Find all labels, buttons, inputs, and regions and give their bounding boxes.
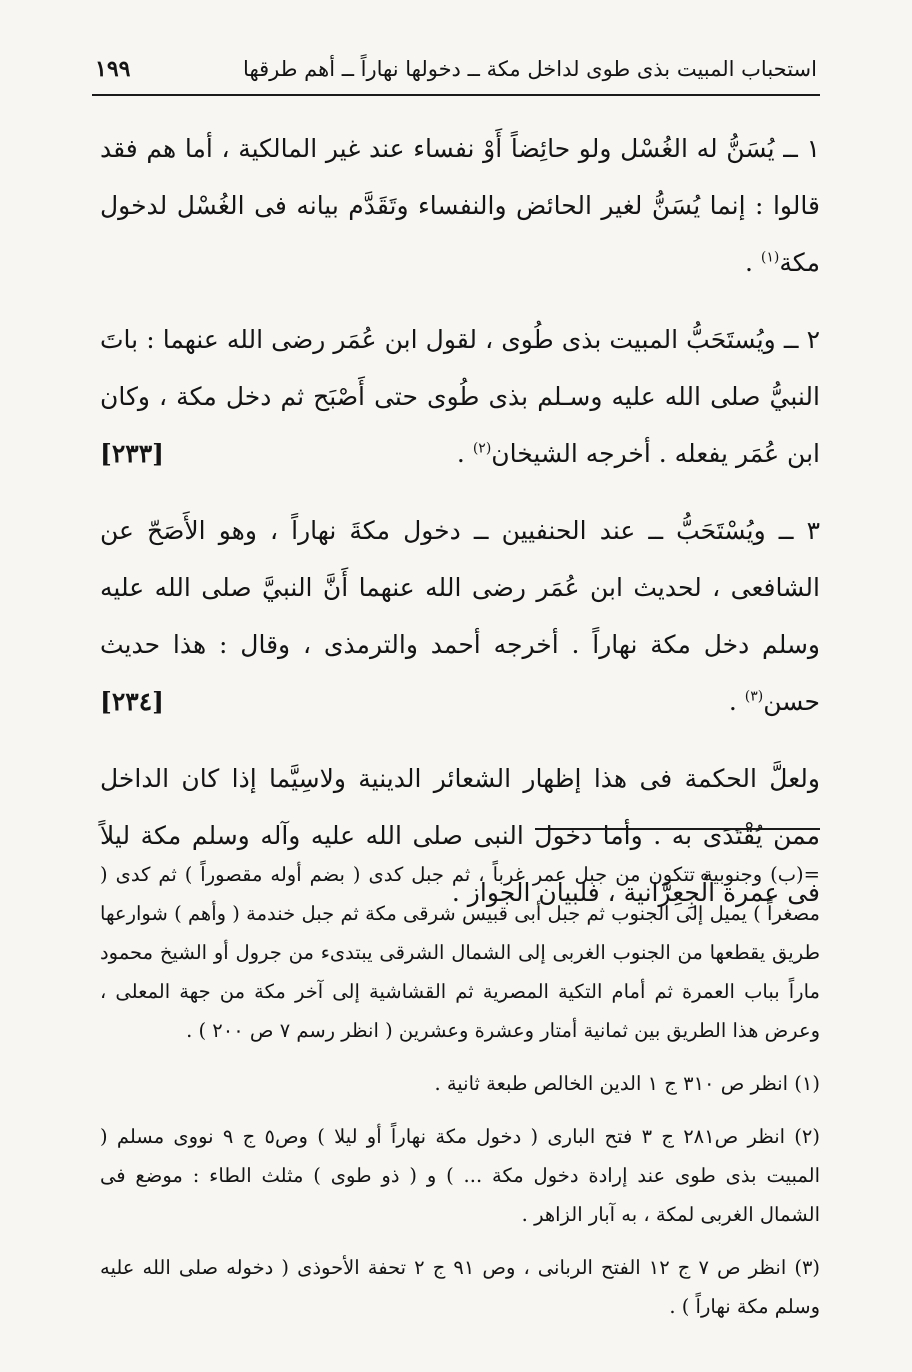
header-rule	[92, 94, 820, 96]
footnote-continuation: =(ب) وجنوبية تتكون من جبل عمر غرباً ، ثم جبل كدى ( بضم أوله مقصوراً ) ثم كدى ( مصغراً ) يميل إلى الجنوب ثم جبل أبى قبيس شرقى مكة ثم جبل خندمة ( وأهم ) شوارعها طريق يقطعها من الجنوب الغربى إلى الشمال الشرقى يبتدىء من جرول أو الشيخ محمود ماراً بباب العمرة ثم أمام التكية المصرية ثم القشاشية إلى آخر مكة من جهة المعلى ، وعرض هذا الطريق بين ثمانية أمتار وعشرة وعشرين ( انظر رسم ٧ ص ٢٠٠ ) .	[100, 863, 820, 1042]
footnote-1: (١) انظر ص ٣١٠ ج ١ الدين الخالص طبعة ثانية .	[434, 1072, 820, 1095]
paragraph-3-text: ٣ ــ ويُسْتَحَبُّ ــ عند الحنفيين ــ دخول مكةَ نهاراً ، وهو الأَصَحّ عن الشافعى ، لحديث ابن عُمَر رضى الله عنهما أَنَّ النبيَّ صلى الله عليه وسلم دخل مكة نهاراً . أخرجه أحمد والترمذى ، وقال : هذا حديث حسن	[100, 516, 820, 716]
footnote-separator	[535, 828, 820, 830]
footnote-3: (٣) انظر ص ٧ ج ١٢ الفتح الربانى ، وص ٩١ ج ٢ تحفة الأحوذى ( دخوله صلى الله عليه وسلم مكة نهاراً ) .	[100, 1256, 821, 1318]
paragraph-3-end: .	[728, 687, 745, 716]
hadith-number-233: [٢٣٣]	[100, 439, 164, 468]
footnote-2: (٢) انظر ص٢٨١ ج ٣ فتح البارى ( دخول مكة نهاراً أو ليلا ) وص٥ ج ٩ نووى مسلم ( المبيت بذى طوى عند إرادة دخول مكة ... ) و ( ذو طوى ) مثلث الطاء : موضع فى الشمال الغربى لمكة ، به آبار الزاهر .	[100, 1125, 821, 1226]
main-text	[100, 120, 820, 941]
footnote-marker-1: (١)	[760, 249, 780, 266]
paragraph-3	[100, 502, 820, 730]
paragraph-4: ولعلَّ الحكمة فى هذا إظهار الشعائر الدينية ولاسِيَّما إذا كان الداخل ممن يُقْتَدَى به . وأما دخول النبى صلى الله عليه وآله وسلم مكة ليلاً فى عمرة الْجِعِرَّانية ، فلبيان الجواز .	[100, 764, 820, 907]
running-header	[95, 50, 817, 88]
paragraph-2-end: .	[456, 439, 473, 468]
footnote-marker-2: (٢)	[472, 440, 492, 457]
paragraph-1-end: .	[745, 248, 761, 277]
paragraph-1-text: ١ ــ يُسَنُّ له الغُسْل ولو حائِضاً أَوْ نفساء عند غير المالكية ، أما هم فقد قالوا : إنما يُسَنُّ لغير الحائض والنفساء وتَقَدَّم بيانه فى الغُسْل لدخول مكة	[100, 134, 820, 277]
paragraph-2-text: ٢ ــ ويُستَحَبُّ المبيت بذى طُوى ، لقول ابن عُمَر رضى الله عنهما : باتَ النبيُّ صلى الله عليه وسـلم بذى طُوى حتى أَصْبَح ثم دخل مكة ، وكان ابن عُمَر يفعله . أخرجه الشيخان	[100, 325, 820, 468]
footnote-marker-3: (٣)	[744, 688, 764, 705]
paragraph-1	[100, 120, 820, 291]
hadith-number-234: [٢٣٤]	[100, 687, 164, 716]
paragraph-2	[100, 311, 820, 482]
footnotes	[100, 855, 820, 1340]
page-number: ١٩٩	[95, 56, 131, 82]
header-title: استحباب المبيت بذى طوى لداخل مكة ــ دخولها نهاراً ــ أهم طرقها	[243, 57, 817, 81]
